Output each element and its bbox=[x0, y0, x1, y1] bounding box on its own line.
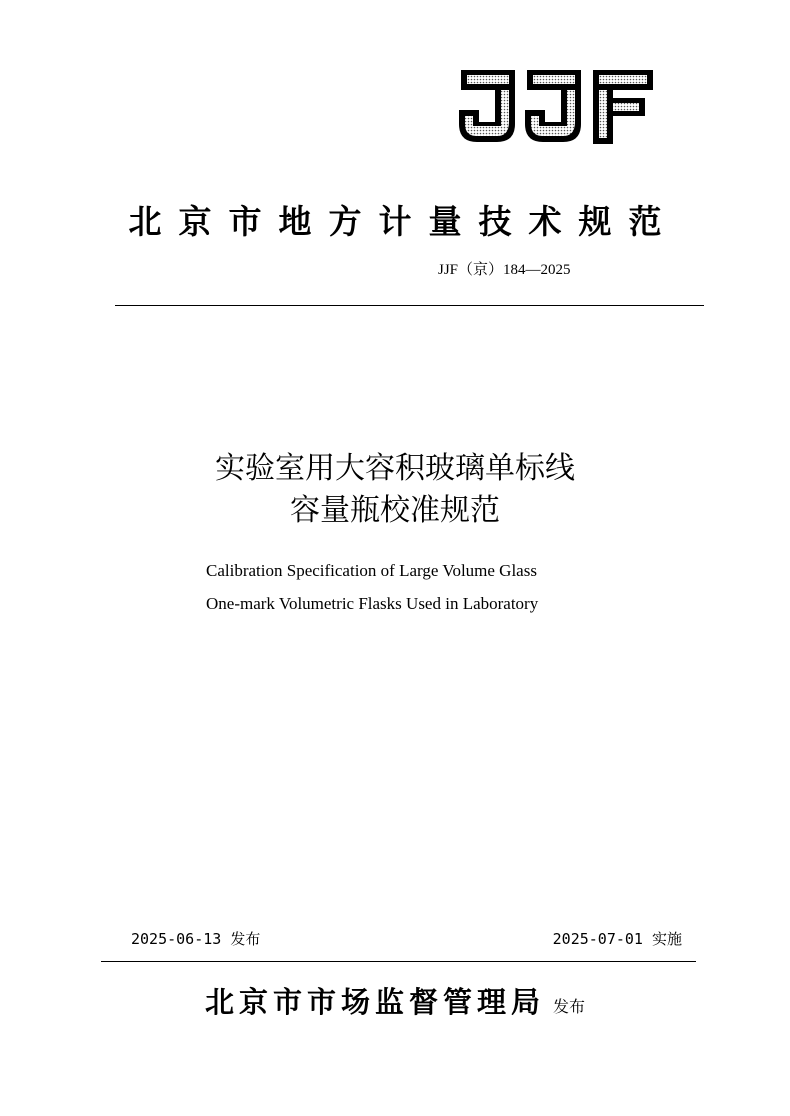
jjf-logo-graphic bbox=[455, 66, 657, 148]
bottom-divider bbox=[101, 961, 696, 962]
english-title-line2: One-mark Volumetric Flasks Used in Laboratory bbox=[206, 594, 539, 613]
publish-label: 发布 bbox=[553, 997, 586, 1016]
document-category-title: 北京市地方计量技术规范 bbox=[128, 202, 679, 241]
logo-letter-j1 bbox=[459, 70, 515, 142]
logo-letter-j2 bbox=[525, 70, 581, 142]
english-title bbox=[206, 554, 538, 620]
jjf-logo bbox=[455, 66, 657, 148]
logo-letter-f bbox=[593, 70, 653, 144]
publisher-name: 北京市市场监督管理局 bbox=[204, 985, 545, 1019]
issue-date: 2025-06-13 发布 bbox=[131, 930, 261, 948]
document-code: JJF（京）184—2025 bbox=[438, 262, 571, 278]
chinese-title-line2: 容量瓶校准规范 bbox=[290, 493, 500, 528]
chinese-title bbox=[0, 448, 790, 532]
implementation-date: 2025-07-01 实施 bbox=[552, 930, 682, 948]
english-title-line1: Calibration Specification of Large Volume Glass bbox=[206, 561, 537, 580]
publisher-line bbox=[0, 980, 790, 1021]
chinese-title-line1: 实验室用大容积玻璃单标线 bbox=[215, 451, 575, 486]
top-divider bbox=[115, 305, 704, 306]
